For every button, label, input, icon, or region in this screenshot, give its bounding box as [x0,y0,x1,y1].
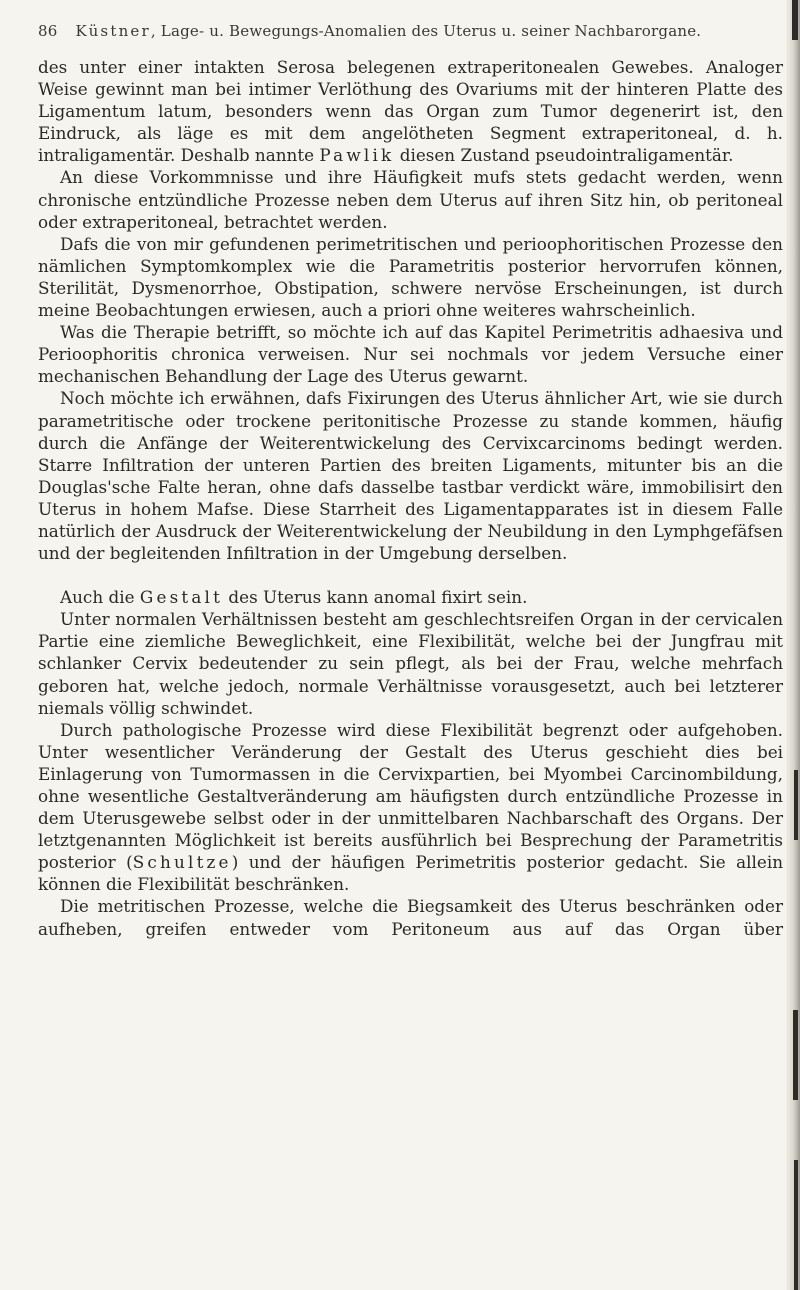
body-text [38,56,783,940]
paragraph-6: Unter normalen Verhältnissen besteht am geschlechtsreifen Organ in der cervicalen Partie eine ziemliche Beweglichkeit, eine Flexibilität, welche bei der Jungfrau mit schlanker Cervix bedeutender zu sein pflegt, als bei der Frau, welche mehrfach geboren hat, welche jedoch, normale Verhältnisse vorausgesetzt, auch bei letzterer niemals völlig schwindet. [38,609,783,718]
paragraph-1-tail: diesen Zustand pseudointraligamentär. [394,145,734,166]
page-edge-mark [794,1160,798,1290]
running-head [38,22,738,40]
section-lead-start: Auch die [60,587,140,608]
paragraph-7-tail: ) und der häufigen Perimetritis posterior gedacht. Sie allein können die Flexibilität beschränken. [38,852,783,895]
page-edge-mark [792,0,798,40]
paragraph-1 [38,56,783,166]
page-edge-mark [793,1010,798,1100]
section-lead [38,586,783,608]
author-name-pawlik: Pawlik [319,145,395,166]
paragraph-5: Noch möchte ich erwähnen, dafs Fixirungen des Uterus ähnlicher Art, wie sie durch parametritische oder trockene peritonitische Prozesse zu stande kommen, häufig durch die Anfänge der Weiterentwickelung des Cervixcarcinoms bedingt werden. Starre Infiltration der unteren Partien des breiten Ligaments, mitunter bis an die Douglas'sche Falte heran, ohne dafs dasselbe tastbar verdickt wäre, immobilisirt den Uterus in hohem Mafse. Diese Starrheit des Ligamentapparates ist in diesem Falle natürlich der Ausdruck der Weiterentwickelung der Neubildung in den Lymphgefäfsen und der begleitenden Infiltration in der Umgebung derselben. [38,388,783,564]
author-name-schultze: Schultze [132,852,232,873]
paragraph-2: An diese Vorkommnisse und ihre Häufigkeit mufs stets gedacht werden, wenn chronische entzündliche Prozesse neben dem Uterus auf ihren Sitz hin, ob peritoneal oder extraperitoneal, betrachtet werden. [38,167,783,232]
page-edge-mark [794,770,798,840]
paragraph-1-text: des unter einer intakten Serosa belegenen extraperitonealen Gewebes. Analoger Weise gewinnt man bei intimer Verlöthung des Ovariums mit der hinteren Platte des Ligamentum latum, besonders wenn das Organ zum Tumor degenerirt ist, den Eindruck, als läge es mit dem angelötheten Segment extraperitoneal, d. h. intraligamentär. Deshalb nannte [38,57,783,166]
spaced-term-gestalt: Gestalt [139,587,224,608]
page-number: 86 [38,22,58,40]
section-lead-end: des Uterus kann anomal fixirt sein. [223,587,528,608]
paragraph-7-text: Durch pathologische Prozesse wird diese Flexibilität begrenzt oder aufgehoben. Unter wesentlicher Veränderung der Gestalt des Uterus geschieht dies bei Einlagerung von Tumormassen in die Cervixpartien, bei Myombei Carcinombildung, ohne wesentliche Gestaltveränderung am häufigsten durch entzündliche Prozesse in dem Uterusgewebe selbst oder in der unmittelbaren Nachbarschaft des Organs. Der letztgenannten Möglichkeit ist bereits ausführlich bei Besprechung der Parametritis posterior ( [38,719,783,873]
paragraph-3: Dafs die von mir gefundenen perimetritischen und perioophoritischen Prozesse den nämlichen Symptomkomplex wie die Parametritis posterior hervorrufen können, Sterilität, Dysmenorrhoe, Obstipation, schwere nervöse Erscheinungen, ist durch meine Beobachtungen erwiesen, auch a priori ohne weiteres wahrscheinlich. [38,233,783,321]
paragraph-7 [38,719,783,896]
running-head-title: , Lage- u. Bewegungs-Anomalien des Uterus u. seiner Nachbarorgane. [150,22,702,40]
paragraph-8: Die metritischen Prozesse, welche die Biegsamkeit des Uterus beschränken oder aufheben, greifen entweder vom Peritoneum aus auf das Organ über [38,896,783,939]
paragraph-4: Was die Therapie betrifft, so möchte ich auf das Kapitel Perimetritis adhaesiva und Perioophoritis chronica verweisen. Nur sei nochmals vor jedem Versuche einer mechanischen Behandlung der Lage des Uterus gewarnt. [38,322,783,387]
running-head-author: Küstner [75,22,151,40]
